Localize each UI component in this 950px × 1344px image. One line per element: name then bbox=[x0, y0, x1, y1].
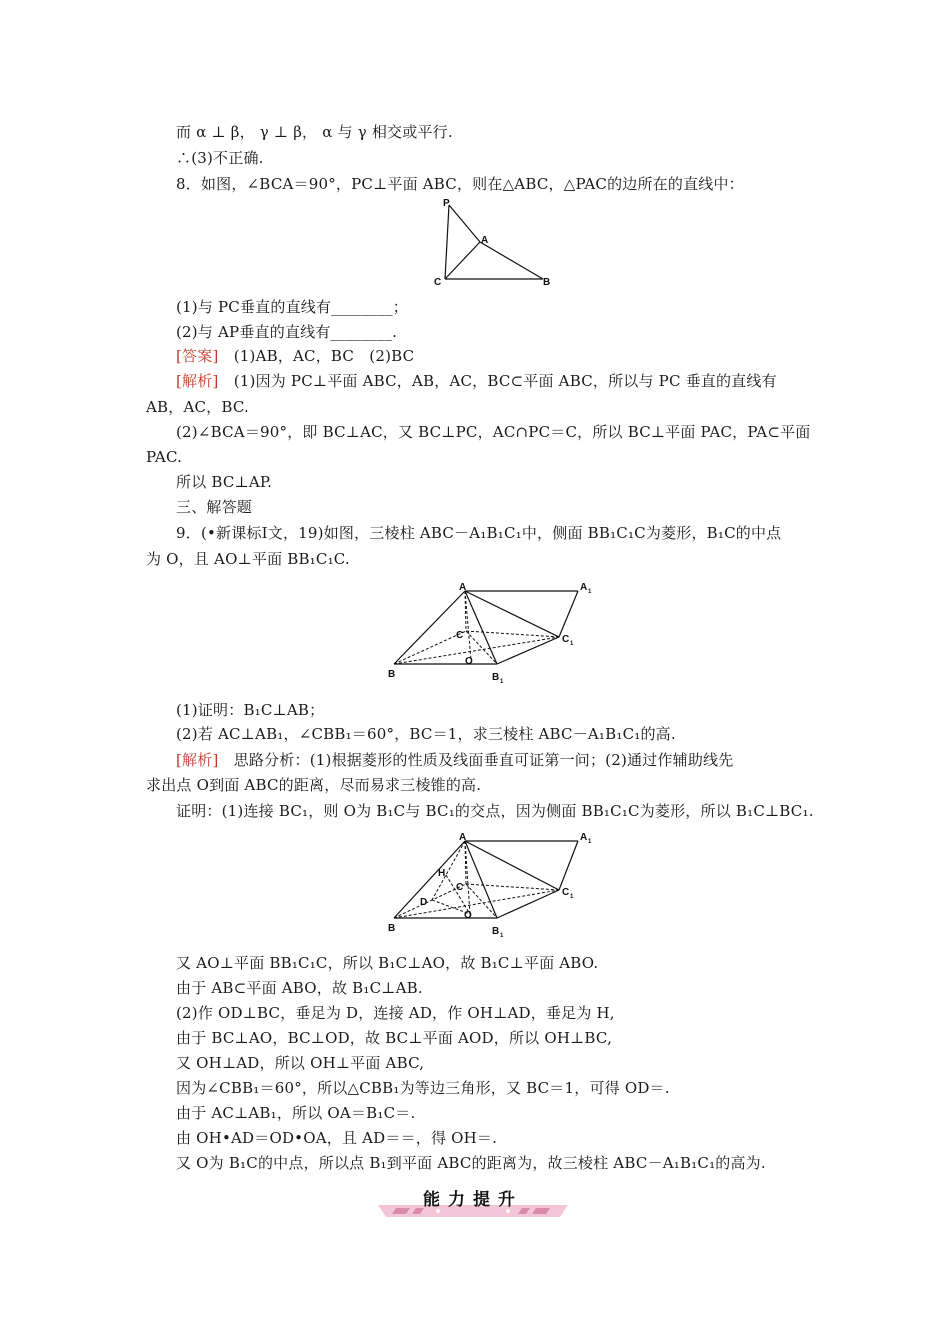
label-b1-sub: 1 bbox=[500, 679, 504, 685]
edge-cc1 bbox=[466, 884, 559, 890]
edge-ca bbox=[445, 242, 480, 279]
edge-bc1 bbox=[394, 890, 559, 918]
edge-a1c1 bbox=[559, 591, 578, 637]
figure-prism-auxiliary bbox=[382, 828, 602, 940]
analysis-text: 思路分析：(1)根据菱形的性质及线面垂直可证第一问；(2)通过作辅助线先 bbox=[218, 751, 734, 769]
label-c1-sub: 1 bbox=[570, 641, 574, 647]
label-b1: B bbox=[492, 926, 500, 937]
section-heading: 三、解答题 bbox=[176, 498, 253, 516]
edge-ba bbox=[394, 841, 465, 918]
edge-ba bbox=[394, 591, 465, 664]
text-line: 又 O为 B₁C的中点，所以点 B₁到平面 ABC的距离为，故三棱柱 ABC－A₁B₁C₁的高为. bbox=[176, 1154, 766, 1172]
analysis-line bbox=[176, 750, 733, 770]
question-9-stem-cont: 为 O，且 AO⊥平面 BB₁C₁C. bbox=[146, 550, 350, 568]
analysis-text: (1)因为 PC⊥平面 ABC，AB，AC，BC⊂平面 ABC，所以与 PC 垂直的直线有 bbox=[218, 372, 777, 390]
text-line: 求出点 O到面 ABC的距离，尽而易求三棱锥的高. bbox=[146, 776, 482, 794]
label-b: B bbox=[543, 277, 551, 288]
analysis-tag: [解析] bbox=[176, 372, 219, 390]
answer-line bbox=[176, 346, 414, 366]
label-b: B bbox=[388, 669, 396, 680]
edge-a1c1 bbox=[559, 841, 578, 890]
label-b1-sub: 1 bbox=[500, 933, 504, 939]
text-line: 又 AO⊥平面 BB₁C₁C，所以 B₁C⊥AO，故 B₁C⊥平面 ABO. bbox=[176, 954, 599, 972]
question-8-stem: 8．如图，∠BCA＝90°，PC⊥平面 ABC，则在△ABC，△PAC的边所在的直线中： bbox=[176, 175, 744, 193]
label-p: P bbox=[443, 198, 450, 209]
label-c1: C bbox=[562, 634, 570, 645]
label-a: A bbox=[459, 582, 467, 593]
analysis-tag: [解析] bbox=[176, 751, 219, 769]
label-a1: A bbox=[580, 582, 588, 593]
label-c: C bbox=[456, 882, 464, 893]
edge-ac1 bbox=[465, 841, 559, 890]
answer-tag: [答案] bbox=[176, 347, 219, 365]
edge-ab bbox=[480, 242, 543, 279]
edge-bc1 bbox=[394, 637, 559, 664]
question-9-part2: (2)若 AC⊥AB₁，∠CBB₁＝60°，BC＝1，求三棱柱 ABC－A₁B₁C₁的高. bbox=[176, 725, 676, 743]
question-9-part1: (1)证明：B₁C⊥AB； bbox=[176, 701, 325, 719]
edge-c1b1 bbox=[497, 890, 559, 918]
edge-pc bbox=[445, 205, 449, 279]
label-c1-sub: 1 bbox=[570, 894, 574, 900]
question-8-part1: (1)与 PC垂直的直线有________； bbox=[176, 298, 408, 316]
text-line: 由于 AC⊥AB₁，所以 OA＝B₁C＝. bbox=[176, 1104, 416, 1122]
figure-triangle-pabc bbox=[430, 196, 560, 290]
text-line: 证明：(1)连接 BC₁，则 O为 B₁C与 BC₁的交点，因为侧面 BB₁C₁C为菱形，所以 B₁C⊥BC₁. bbox=[176, 802, 814, 820]
text-line: 由 OH•AD＝OD•OA，且 AD＝＝，得 OH＝. bbox=[176, 1129, 498, 1147]
label-c: C bbox=[434, 277, 442, 288]
edge-ab1 bbox=[465, 591, 497, 664]
text-line: 又 OH⊥AD，所以 OH⊥平面 ABC, bbox=[176, 1054, 425, 1072]
label-b: B bbox=[388, 923, 396, 934]
question-9-stem: 9．(•新课标Ⅰ文，19)如图，三棱柱 ABC－A₁B₁C₁中，侧面 BB₁C₁C为菱形，B₁C的中点 bbox=[176, 524, 782, 542]
text-line: 因为∠CBB₁＝60°，所以△CBB₁为等边三角形，又 BC＝1，可得 OD＝. bbox=[176, 1079, 670, 1097]
label-d: D bbox=[420, 897, 428, 908]
text-line: AB，AC，BC. bbox=[146, 398, 249, 416]
answer-text: (1)AB，AC，BC (2)BC bbox=[218, 347, 415, 365]
text-line: 而 α ⊥ β， γ ⊥ β， α 与 γ 相交或平行. bbox=[176, 123, 453, 141]
edge-ac1 bbox=[465, 591, 559, 637]
label-a: A bbox=[459, 832, 467, 843]
label-o: O bbox=[465, 656, 473, 667]
banner-title: 能力提升 bbox=[423, 1190, 523, 1210]
edge-cc1 bbox=[466, 631, 559, 637]
label-a1-sub: 1 bbox=[588, 839, 592, 845]
label-c: C bbox=[456, 630, 464, 641]
section-banner bbox=[378, 1183, 568, 1221]
text-line: ∴(3)不正确. bbox=[176, 149, 264, 167]
text-line: (2)作 OD⊥BC，垂足为 D，连接 AD，作 OH⊥AD，垂足为 H, bbox=[176, 1004, 615, 1022]
text-line: 所以 BC⊥AP. bbox=[176, 473, 273, 491]
analysis-line bbox=[176, 371, 777, 391]
text-line: 由于 BC⊥AO，BC⊥OD，故 BC⊥平面 AOD，所以 OH⊥BC, bbox=[176, 1029, 613, 1047]
label-a1: A bbox=[580, 832, 588, 843]
label-o: O bbox=[464, 910, 472, 921]
text-line: 由于 AB⊂平面 ABO，故 B₁C⊥AB. bbox=[176, 979, 423, 997]
label-b1: B bbox=[492, 672, 500, 683]
label-h: H bbox=[438, 868, 446, 879]
question-8-part2: (2)与 AP垂直的直线有________. bbox=[176, 323, 398, 341]
edge-c1b1 bbox=[497, 637, 559, 664]
figure-prism bbox=[382, 576, 602, 688]
label-c1: C bbox=[562, 887, 570, 898]
label-a1-sub: 1 bbox=[588, 589, 592, 595]
label-a: A bbox=[481, 235, 489, 246]
text-line: (2)∠BCA＝90°，即 BC⊥AC，又 BC⊥PC，AC∩PC＝C，所以 BC⊥平面 PAC，PA⊂平面 bbox=[176, 423, 811, 441]
edge-pa bbox=[449, 205, 480, 242]
text-line: PAC. bbox=[146, 448, 183, 466]
